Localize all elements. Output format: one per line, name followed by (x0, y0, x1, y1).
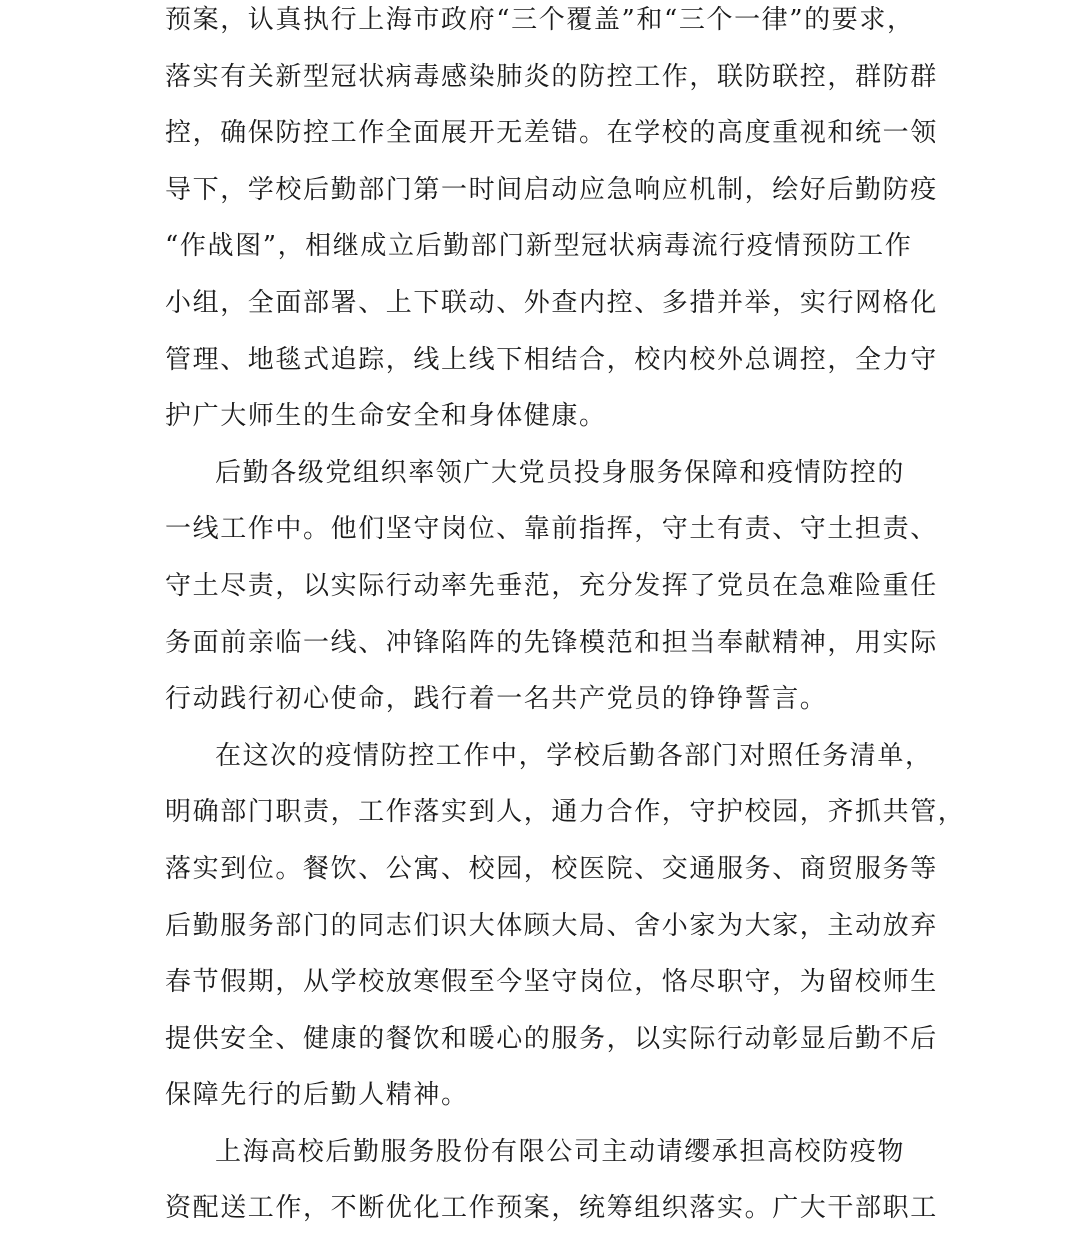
text-line: 行动践行初心使命，践行着一名共产党员的铮铮誓言。 (165, 684, 828, 715)
paragraph-first-line: 上海高校后勤服务股份有限公司主动请缨承担高校防疫物 (215, 1136, 906, 1167)
text-line: 务面前亲临一线、冲锋陷阵的先锋模范和担当奉献精神，用实际 (165, 627, 938, 658)
text-line: 资配送工作，不断优化工作预案，统筹组织落实。广大干部职工 (165, 1193, 938, 1224)
text-line: 导下，学校后勤部门第一时间启动应急响应机制，绘好后勤防疫 (165, 174, 938, 205)
text-line: 提供安全、健康的餐饮和暖心的服务，以实际行动彰显后勤不后 (165, 1023, 938, 1054)
text-line: 护广大师生的生命安全和身体健康。 (165, 401, 607, 432)
paragraph-first-line: 在这次的疫情防控工作中，学校后勤各部门对照任务清单， (215, 740, 933, 771)
document-body (165, 0, 966, 1237)
text-line: 明确部门职责，工作落实到人，通力合作，守护校园，齐抓共管， (165, 797, 966, 828)
text-line: 一线工作中。他们坚守岗位、靠前指挥，守土有责、守土担责、 (165, 514, 938, 545)
text-line: 守土尽责，以实际行动率先垂范，充分发挥了党员在急难险重任 (165, 570, 938, 601)
text-line: 小组，全面部署、上下联动、外查内控、多措并举，实行网格化 (165, 287, 938, 318)
text-line: 后勤服务部门的同志们识大体顾大局、舍小家为大家，主动放弃 (165, 910, 938, 941)
text-line: 落实有关新型冠状病毒感染肺炎的防控工作，联防联控，群防群 (165, 61, 938, 92)
text-line: 春节假期，从学校放寒假至今坚守岗位，恪尽职守，为留校师生 (165, 967, 938, 998)
text-line: 预案，认真执行上海市政府“三个覆盖”和“三个一律”的要求， (165, 5, 915, 35)
text-line: 落实到位。餐饮、公寓、校园，校医院、交通服务、商贸服务等 (165, 853, 938, 884)
text-line: 控，确保防控工作全面展开无差错。在学校的高度重视和统一领 (165, 118, 938, 149)
text-line: 管理、地毯式追踪，线上线下相结合，校内校外总调控，全力守 (165, 344, 938, 375)
paragraph-first-line: 后勤各级党组织率领广大党员投身服务保障和疫情防控的 (215, 457, 906, 488)
text-line: 保障先行的后勤人精神。 (165, 1080, 469, 1111)
text-line: “作战图”，相继成立后勤部门新型冠状病毒流行疫情预防工作 (165, 231, 913, 262)
